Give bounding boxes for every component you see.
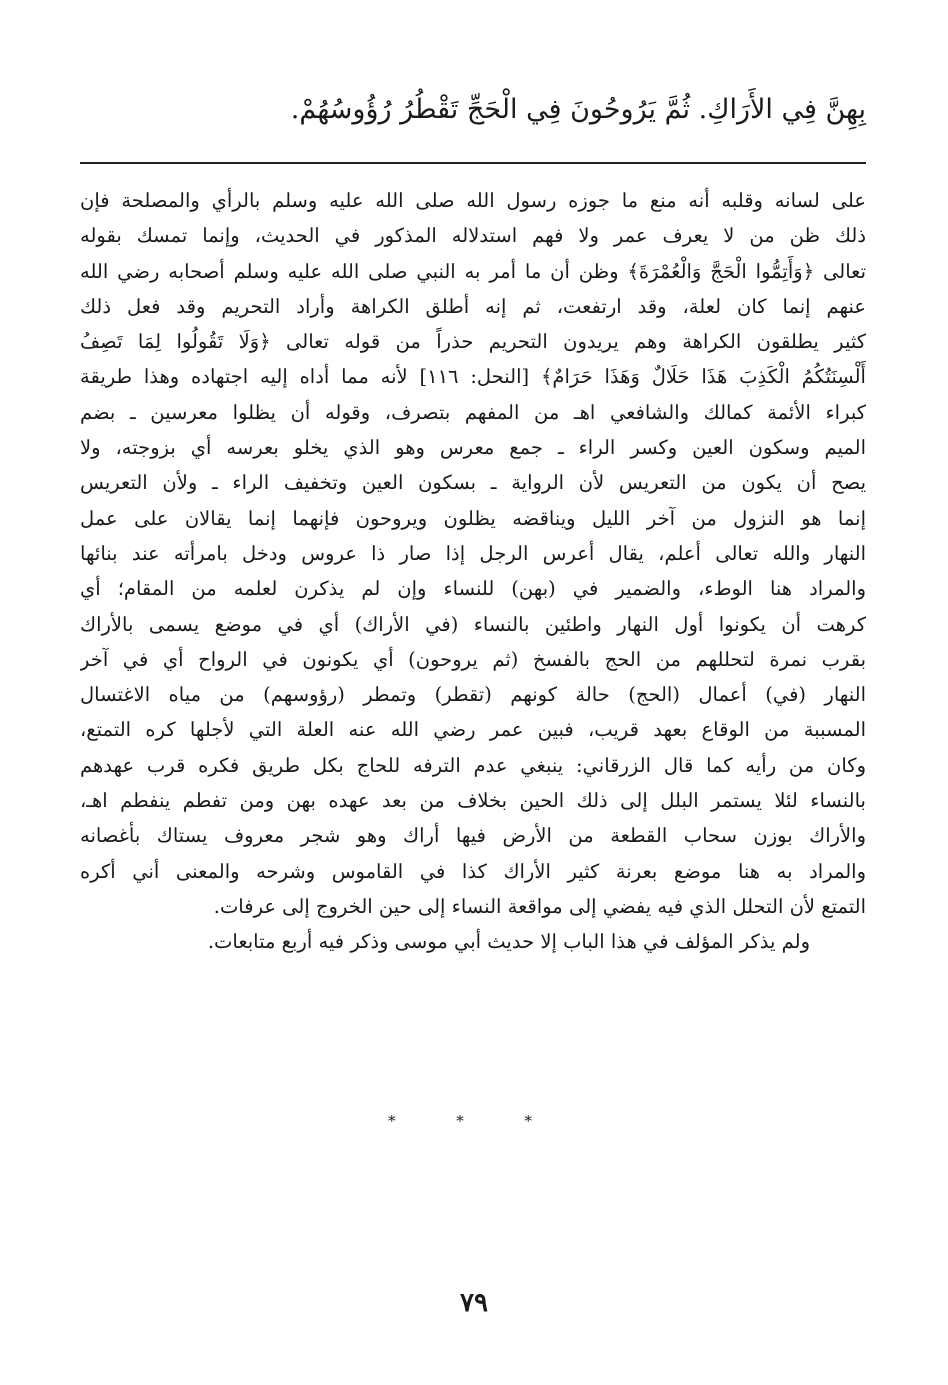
commentary-line: يصح أن يكون من التعريس لأن الرواية ـ بسكون العين وتخفيف الراء ـ ولأن التعريس (80, 471, 866, 495)
hadith-text-line: بِهِنَّ فِي الأَرَاكِ. ثُمَّ يَرُوحُونَ فِي الْحَجِّ تَقْطُرُ رُؤُوسُهُمْ. (290, 94, 866, 125)
closing-paragraph: ولم يذكر المؤلف في هذا الباب إلا حديث أبي موسى وذكر فيه أربع متابعات. (207, 930, 810, 954)
commentary-line: كرهت أن يكونوا أول النهار واطئين بالنساء (في الأراك) أي في موضع يسمى بالأراك (80, 612, 866, 636)
commentary-line: وكان من رأيه كما قال الزرقاني: ينبغي عدم الترفه للحاج بكل طريق فكره قرب عهدهم (80, 753, 866, 777)
commentary-body (80, 183, 866, 960)
commentary-line: النهار (في) أعمال (الحج) حالة كونهم (تقطر) وتمطر (رؤوسهم) من مياه الاغتسال (80, 683, 866, 707)
commentary-line: إنما هو النزول من آخر الليل ويناقضه يظلون ويروحون فإنهما إنما يقالان على عمل (80, 506, 866, 530)
commentary-line: والأراك بوزن سحاب القطعة من الأرض فيها أراك وهو شجر معروف يستاك بأغصانه (80, 824, 866, 848)
commentary-line: تعالى ﴿وَأَتِمُّوا الْحَجَّ وَالْعُمْرَةَ﴾ وظن أن ما أمر به النبي صلى الله عليه وسلم أصحابه رضي الله (80, 259, 866, 283)
commentary-line: عنهم إنما كان لعلة، وقد ارتفعت، ثم إنه أطلق الكراهة وأراد التحريم وقد فعل ذلك (80, 294, 866, 318)
commentary-line: ذلك ظن من لا يعرف عمر ولا فهم استدلاله المذكور في الحديث، وإنما تمسك بقوله (80, 224, 866, 248)
commentary-line: بالنساء لئلا يستمر البلل إلى ذلك الحين بخلاف من بعد عهده بهن ومن تفطم ينفطم اهـ، (80, 789, 866, 813)
commentary-line: المسببة من الوقاع بعهد قريب، فبين عمر رضي الله عنه العلة التي لأجلها كره التمتع، (80, 718, 866, 742)
commentary-line: النهار والله تعالى أعلم، يقال أعرس الرجل إذا صار ذا عروس ودخل بامرأته عند بنائها (80, 541, 866, 565)
footnote-divider (80, 162, 866, 164)
commentary-line: بقرب نمرة لتحللهم من الحج بالفسخ (ثم يروحون) أي يكونون في الرواح أي في آخر (80, 647, 866, 671)
section-separator-stars: * * * (387, 1112, 561, 1130)
commentary-line: والمراد به هنا موضع بعرنة كثير الأراك كذا في القاموس وشرحه والمعنى أني أكره (80, 859, 866, 883)
commentary-line: كبراء الأئمة كمالك والشافعي اهـ من المفهم بتصرف، وقوله أن يظلوا معرسين ـ بضم (80, 400, 866, 424)
page-number: ٧٩ (460, 1288, 488, 1318)
commentary-line: كثير يطلقون الكراهة وهم يريدون التحريم حذراً من قوله تعالى ﴿وَلَا تَقُولُوا لِمَا تَصِفُ (80, 330, 866, 354)
commentary-line: الميم وسكون العين وكسر الراء ـ جمع معرس وهو الذي يخلو بعرسه أي بزوجته، ولا (80, 436, 866, 460)
commentary-line: على لسانه وقلبه أنه منع ما جوزه رسول الله صلى الله عليه وسلم بالرأي والمصلحة فإن (80, 189, 866, 212)
commentary-line: أَلْسِنَتُكُمُ الْكَذِبَ هَذَا حَلَالٌ وَهَذَا حَرَامٌ﴾ [النحل: ١١٦] لأنه مما أداه إليه اجتهاده وهذا طريقة (80, 365, 866, 389)
commentary-line: التمتع لأن التحلل الذي فيه يفضي إلى مواقعة النساء إلى حين الخروج إلى عرفات. (213, 894, 866, 918)
commentary-line: والمراد هنا الوطء، والضمير في (بهن) للنساء وإن لم يذكرن لعلمه من المقام؛ أي (80, 577, 866, 601)
